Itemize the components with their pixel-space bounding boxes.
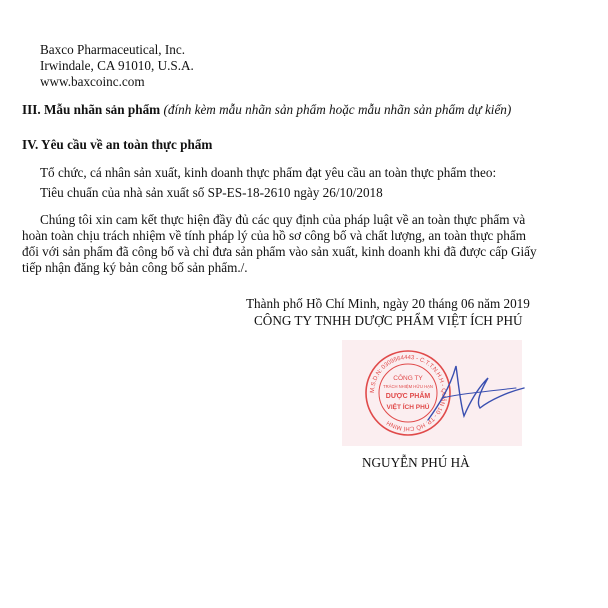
handwritten-signature	[420, 358, 530, 428]
section-3-title: III. Mẫu nhãn sản phẩm	[22, 102, 161, 117]
company-website: www.baxcoinc.com	[40, 74, 145, 89]
section-3-heading	[22, 102, 511, 118]
signing-company: CÔNG TY TNHH DƯỢC PHẨM VIỆT ÍCH PHÚ	[254, 313, 523, 328]
commitment-line-3: đối với sản phẩm đã công bố và chỉ đưa sản phẩm vào sản xuất, kinh doanh khi đã được cấp Giấy	[22, 244, 537, 259]
seal-line-1: CÔNG TY	[393, 375, 423, 382]
company-name: Baxco Pharmaceutical, Inc.	[40, 42, 185, 57]
commitment-line-2: hoàn toàn chịu trách nhiệm về tính pháp lý của hồ sơ công bố và chất lượng, an toàn thực phẩm	[22, 228, 526, 243]
commitment-line-4: tiếp nhận đăng ký bản công bố sản phẩm./.	[22, 260, 248, 275]
section-4-heading: IV. Yêu cầu về an toàn thực phẩm	[22, 137, 213, 152]
place-date: Thành phố Hồ Chí Minh, ngày 20 tháng 06 năm 2019	[246, 296, 530, 311]
seal-line-4: VIỆT ÍCH PHÚ	[386, 404, 430, 411]
seal-line-3: DƯỢC PHẨM	[385, 393, 431, 400]
seal-ring-text: M.S.D.N: 0309564443 - C.T.T.N.H.H - QUẬN 10 - TP. HỒ CHÍ MINH	[369, 354, 447, 432]
section-3-note: (đính kèm mẫu nhãn sản phẩm hoặc mẫu nhãn sản phẩm dự kiến)	[163, 102, 512, 117]
seal-line-2: TRÁCH NHIỆM HỮU HẠN	[383, 384, 433, 389]
signer-name: NGUYỄN PHÚ HÀ	[362, 455, 470, 470]
section-4-line-1: Tổ chức, cá nhân sản xuất, kinh doanh thực phẩm đạt yêu cầu an toàn thực phẩm theo:	[40, 165, 497, 180]
commitment-line-1: Chúng tôi xin cam kết thực hiện đầy đủ các quy định của pháp luật về an toàn thực phẩm và	[40, 212, 526, 227]
company-address: Irwindale, CA 91010, U.S.A.	[40, 58, 194, 73]
section-4-line-2: Tiêu chuẩn của nhà sản xuất số SP-ES-18-2610 ngày 26/10/2018	[40, 185, 383, 200]
